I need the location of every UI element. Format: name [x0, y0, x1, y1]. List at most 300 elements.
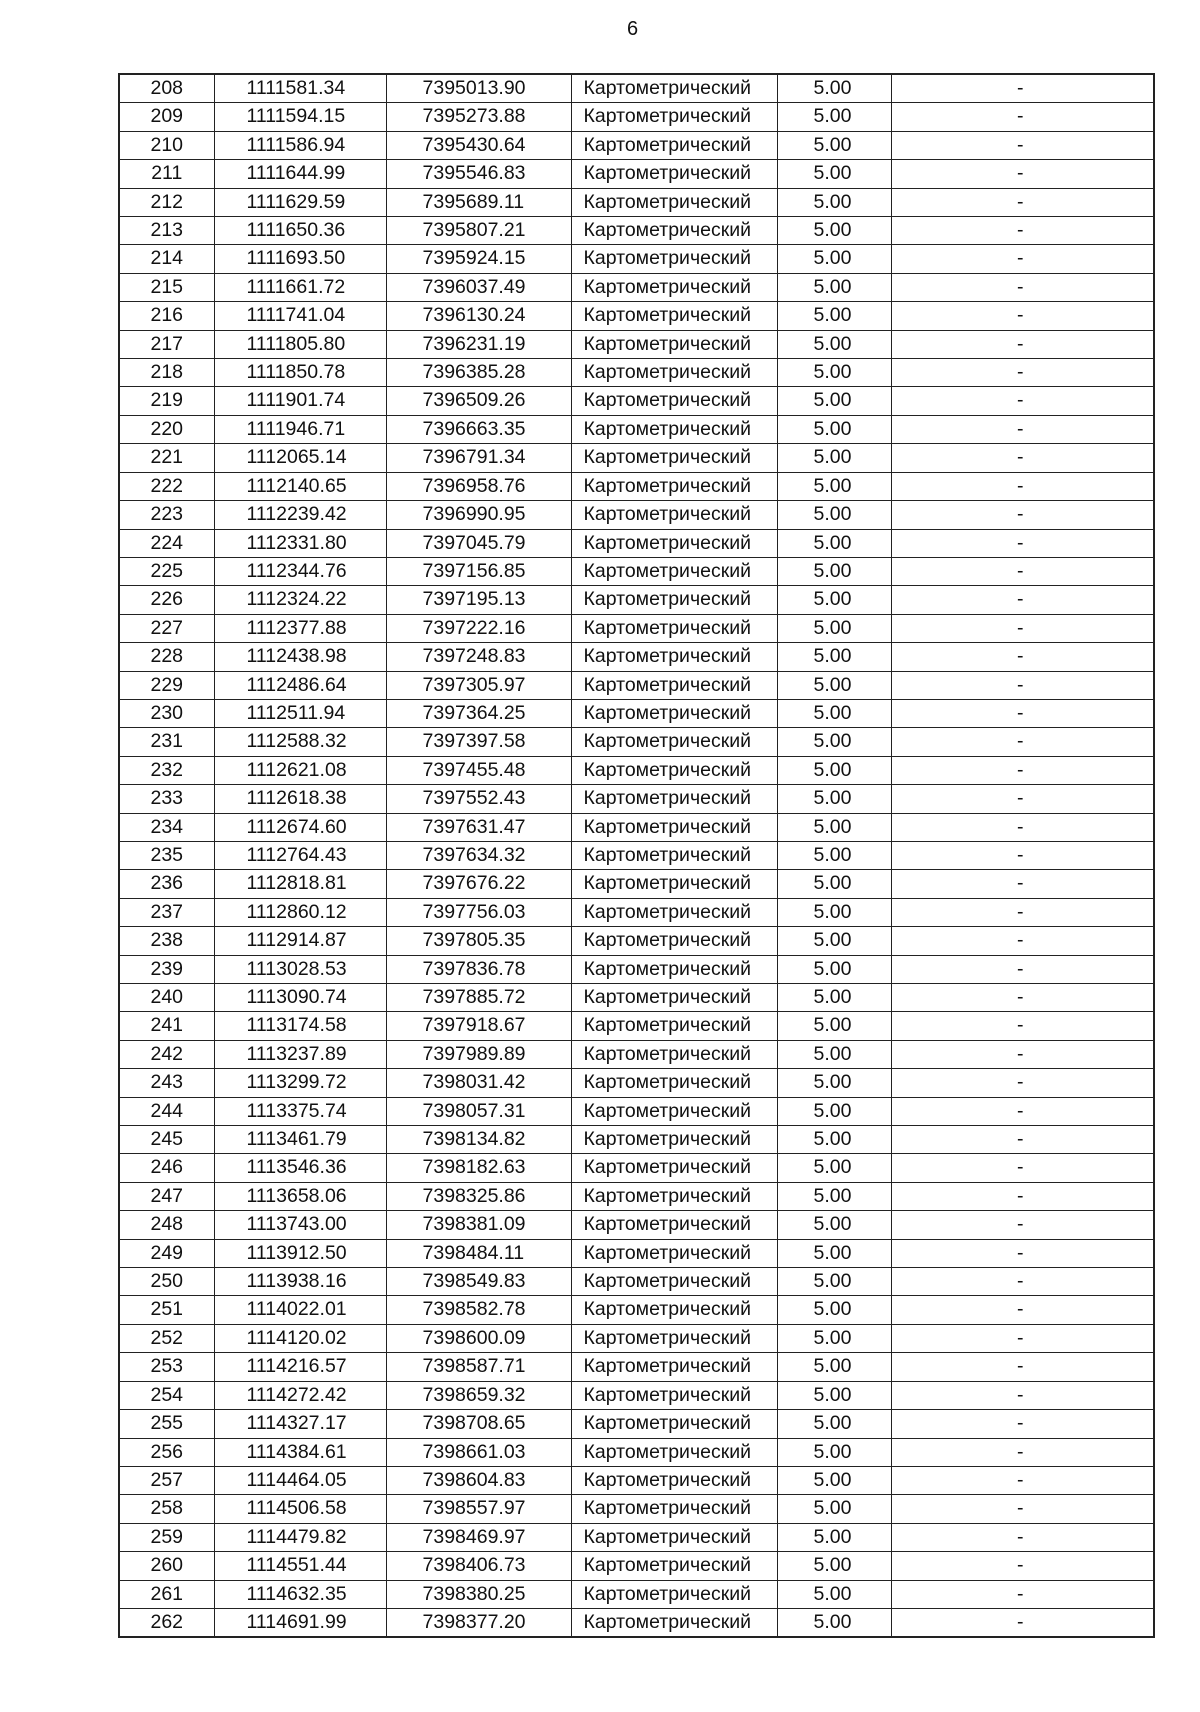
point-number-cell: 242: [119, 1040, 214, 1068]
y-coordinate-cell: 7396385.28: [386, 359, 571, 387]
point-number-cell: 214: [119, 245, 214, 273]
method-cell: Картометрический: [571, 728, 777, 756]
table-row: [119, 1438, 1154, 1466]
accuracy-cell: 5.00: [777, 1211, 891, 1239]
point-number-cell: 219: [119, 387, 214, 415]
method-cell: Картометрический: [571, 841, 777, 869]
x-coordinate-cell: 1112377.88: [214, 614, 386, 642]
x-coordinate-cell: 1114327.17: [214, 1410, 386, 1438]
table-row: [119, 671, 1154, 699]
note-cell: -: [891, 1608, 1154, 1637]
note-cell: -: [891, 302, 1154, 330]
note-cell: -: [891, 898, 1154, 926]
table-row: [119, 1182, 1154, 1210]
x-coordinate-cell: 1112324.22: [214, 586, 386, 614]
accuracy-cell: 5.00: [777, 472, 891, 500]
point-number-cell: 217: [119, 330, 214, 358]
y-coordinate-cell: 7396231.19: [386, 330, 571, 358]
method-cell: Картометрический: [571, 1410, 777, 1438]
y-coordinate-cell: 7397631.47: [386, 813, 571, 841]
y-coordinate-cell: 7398406.73: [386, 1552, 571, 1580]
x-coordinate-cell: 1113375.74: [214, 1097, 386, 1125]
point-number-cell: 235: [119, 841, 214, 869]
point-number-cell: 260: [119, 1552, 214, 1580]
table-row: [119, 1410, 1154, 1438]
table-row: [119, 1580, 1154, 1608]
y-coordinate-cell: 7398549.83: [386, 1268, 571, 1296]
table-row: [119, 898, 1154, 926]
table-row: [119, 614, 1154, 642]
accuracy-cell: 5.00: [777, 1552, 891, 1580]
y-coordinate-cell: 7398708.65: [386, 1410, 571, 1438]
point-number-cell: 241: [119, 1012, 214, 1040]
y-coordinate-cell: 7397885.72: [386, 984, 571, 1012]
method-cell: Картометрический: [571, 74, 777, 103]
y-coordinate-cell: 7397836.78: [386, 955, 571, 983]
y-coordinate-cell: 7397805.35: [386, 927, 571, 955]
method-cell: Картометрический: [571, 1353, 777, 1381]
y-coordinate-cell: 7396037.49: [386, 273, 571, 301]
y-coordinate-cell: 7396990.95: [386, 501, 571, 529]
y-coordinate-cell: 7397552.43: [386, 785, 571, 813]
point-number-cell: 232: [119, 756, 214, 784]
accuracy-cell: 5.00: [777, 785, 891, 813]
accuracy-cell: 5.00: [777, 1608, 891, 1637]
note-cell: -: [891, 387, 1154, 415]
method-cell: Картометрический: [571, 699, 777, 727]
x-coordinate-cell: 1112818.81: [214, 870, 386, 898]
note-cell: -: [891, 1381, 1154, 1409]
method-cell: Картометрический: [571, 1097, 777, 1125]
point-number-cell: 247: [119, 1182, 214, 1210]
x-coordinate-cell: 1114272.42: [214, 1381, 386, 1409]
note-cell: -: [891, 160, 1154, 188]
point-number-cell: 252: [119, 1324, 214, 1352]
x-coordinate-cell: 1112140.65: [214, 472, 386, 500]
table-row: [119, 728, 1154, 756]
accuracy-cell: 5.00: [777, 1296, 891, 1324]
accuracy-cell: 5.00: [777, 1523, 891, 1551]
x-coordinate-cell: 1113090.74: [214, 984, 386, 1012]
accuracy-cell: 5.00: [777, 302, 891, 330]
x-coordinate-cell: 1113546.36: [214, 1154, 386, 1182]
point-number-cell: 223: [119, 501, 214, 529]
y-coordinate-cell: 7398325.86: [386, 1182, 571, 1210]
accuracy-cell: 5.00: [777, 1580, 891, 1608]
point-number-cell: 236: [119, 870, 214, 898]
accuracy-cell: 5.00: [777, 841, 891, 869]
point-number-cell: 246: [119, 1154, 214, 1182]
method-cell: Картометрический: [571, 955, 777, 983]
accuracy-cell: 5.00: [777, 1069, 891, 1097]
method-cell: Картометрический: [571, 984, 777, 1012]
method-cell: Картометрический: [571, 302, 777, 330]
point-number-cell: 215: [119, 273, 214, 301]
table-row: [119, 160, 1154, 188]
x-coordinate-cell: 1114551.44: [214, 1552, 386, 1580]
table-row: [119, 1466, 1154, 1494]
accuracy-cell: 5.00: [777, 74, 891, 103]
y-coordinate-cell: 7397918.67: [386, 1012, 571, 1040]
method-cell: Картометрический: [571, 415, 777, 443]
coordinates-table-container: [118, 73, 1153, 1638]
note-cell: -: [891, 841, 1154, 869]
note-cell: -: [891, 1438, 1154, 1466]
y-coordinate-cell: 7398582.78: [386, 1296, 571, 1324]
y-coordinate-cell: 7397634.32: [386, 841, 571, 869]
x-coordinate-cell: 1114479.82: [214, 1523, 386, 1551]
point-number-cell: 257: [119, 1466, 214, 1494]
table-row: [119, 302, 1154, 330]
x-coordinate-cell: 1112914.87: [214, 927, 386, 955]
point-number-cell: 222: [119, 472, 214, 500]
method-cell: Картометрический: [571, 557, 777, 585]
accuracy-cell: 5.00: [777, 529, 891, 557]
y-coordinate-cell: 7398381.09: [386, 1211, 571, 1239]
x-coordinate-cell: 1114691.99: [214, 1608, 386, 1637]
y-coordinate-cell: 7396791.34: [386, 444, 571, 472]
x-coordinate-cell: 1113743.00: [214, 1211, 386, 1239]
y-coordinate-cell: 7397045.79: [386, 529, 571, 557]
note-cell: -: [891, 245, 1154, 273]
method-cell: Картометрический: [571, 1182, 777, 1210]
point-number-cell: 233: [119, 785, 214, 813]
method-cell: Картометрический: [571, 444, 777, 472]
x-coordinate-cell: 1112065.14: [214, 444, 386, 472]
point-number-cell: 248: [119, 1211, 214, 1239]
table-row: [119, 1495, 1154, 1523]
method-cell: Картометрический: [571, 359, 777, 387]
x-coordinate-cell: 1113028.53: [214, 955, 386, 983]
table-row: [119, 756, 1154, 784]
point-number-cell: 212: [119, 188, 214, 216]
accuracy-cell: 5.00: [777, 1268, 891, 1296]
note-cell: -: [891, 359, 1154, 387]
y-coordinate-cell: 7398031.42: [386, 1069, 571, 1097]
accuracy-cell: 5.00: [777, 188, 891, 216]
y-coordinate-cell: 7396663.35: [386, 415, 571, 443]
note-cell: -: [891, 103, 1154, 131]
note-cell: -: [891, 614, 1154, 642]
table-row: [119, 1211, 1154, 1239]
method-cell: Картометрический: [571, 103, 777, 131]
x-coordinate-cell: 1111581.34: [214, 74, 386, 103]
x-coordinate-cell: 1114506.58: [214, 1495, 386, 1523]
method-cell: Картометрический: [571, 586, 777, 614]
method-cell: Картометрический: [571, 1239, 777, 1267]
x-coordinate-cell: 1113237.89: [214, 1040, 386, 1068]
accuracy-cell: 5.00: [777, 1466, 891, 1494]
method-cell: Картометрический: [571, 1580, 777, 1608]
y-coordinate-cell: 7395924.15: [386, 245, 571, 273]
x-coordinate-cell: 1111594.15: [214, 103, 386, 131]
accuracy-cell: 5.00: [777, 1126, 891, 1154]
method-cell: Картометрический: [571, 1040, 777, 1068]
y-coordinate-cell: 7398557.97: [386, 1495, 571, 1523]
x-coordinate-cell: 1114120.02: [214, 1324, 386, 1352]
table-row: [119, 955, 1154, 983]
accuracy-cell: 5.00: [777, 870, 891, 898]
table-row: [119, 444, 1154, 472]
x-coordinate-cell: 1113174.58: [214, 1012, 386, 1040]
x-coordinate-cell: 1111946.71: [214, 415, 386, 443]
point-number-cell: 211: [119, 160, 214, 188]
accuracy-cell: 5.00: [777, 1495, 891, 1523]
method-cell: Картометрический: [571, 529, 777, 557]
method-cell: Картометрический: [571, 160, 777, 188]
accuracy-cell: 5.00: [777, 955, 891, 983]
point-number-cell: 245: [119, 1126, 214, 1154]
y-coordinate-cell: 7395430.64: [386, 131, 571, 159]
x-coordinate-cell: 1113461.79: [214, 1126, 386, 1154]
method-cell: Картометрический: [571, 273, 777, 301]
note-cell: -: [891, 699, 1154, 727]
x-coordinate-cell: 1111693.50: [214, 245, 386, 273]
x-coordinate-cell: 1111741.04: [214, 302, 386, 330]
point-number-cell: 238: [119, 927, 214, 955]
table-row: [119, 359, 1154, 387]
point-number-cell: 209: [119, 103, 214, 131]
point-number-cell: 213: [119, 217, 214, 245]
accuracy-cell: 5.00: [777, 415, 891, 443]
method-cell: Картометрический: [571, 1296, 777, 1324]
x-coordinate-cell: 1112618.38: [214, 785, 386, 813]
point-number-cell: 254: [119, 1381, 214, 1409]
x-coordinate-cell: 1112239.42: [214, 501, 386, 529]
point-number-cell: 258: [119, 1495, 214, 1523]
table-row: [119, 387, 1154, 415]
x-coordinate-cell: 1111644.99: [214, 160, 386, 188]
table-row: [119, 785, 1154, 813]
x-coordinate-cell: 1113938.16: [214, 1268, 386, 1296]
table-row: [119, 984, 1154, 1012]
x-coordinate-cell: 1111629.59: [214, 188, 386, 216]
y-coordinate-cell: 7397397.58: [386, 728, 571, 756]
accuracy-cell: 5.00: [777, 103, 891, 131]
method-cell: Картометрический: [571, 217, 777, 245]
x-coordinate-cell: 1112344.76: [214, 557, 386, 585]
y-coordinate-cell: 7398469.97: [386, 1523, 571, 1551]
note-cell: -: [891, 1069, 1154, 1097]
table-row: [119, 1608, 1154, 1637]
point-number-cell: 239: [119, 955, 214, 983]
table-row: [119, 1040, 1154, 1068]
y-coordinate-cell: 7398484.11: [386, 1239, 571, 1267]
point-number-cell: 231: [119, 728, 214, 756]
point-number-cell: 221: [119, 444, 214, 472]
accuracy-cell: 5.00: [777, 813, 891, 841]
note-cell: -: [891, 984, 1154, 1012]
note-cell: -: [891, 1296, 1154, 1324]
note-cell: -: [891, 927, 1154, 955]
note-cell: -: [891, 1552, 1154, 1580]
method-cell: Картометрический: [571, 898, 777, 926]
x-coordinate-cell: 1111805.80: [214, 330, 386, 358]
point-number-cell: 234: [119, 813, 214, 841]
table-row: [119, 103, 1154, 131]
accuracy-cell: 5.00: [777, 1381, 891, 1409]
point-number-cell: 261: [119, 1580, 214, 1608]
table-row: [119, 927, 1154, 955]
table-row: [119, 330, 1154, 358]
accuracy-cell: 5.00: [777, 1097, 891, 1125]
y-coordinate-cell: 7396958.76: [386, 472, 571, 500]
x-coordinate-cell: 1114464.05: [214, 1466, 386, 1494]
accuracy-cell: 5.00: [777, 273, 891, 301]
point-number-cell: 240: [119, 984, 214, 1012]
method-cell: Картометрический: [571, 1466, 777, 1494]
note-cell: -: [891, 1182, 1154, 1210]
y-coordinate-cell: 7397676.22: [386, 870, 571, 898]
method-cell: Картометрический: [571, 1154, 777, 1182]
method-cell: Картометрический: [571, 1069, 777, 1097]
y-coordinate-cell: 7398587.71: [386, 1353, 571, 1381]
x-coordinate-cell: 1113912.50: [214, 1239, 386, 1267]
table-row: [119, 1239, 1154, 1267]
y-coordinate-cell: 7397248.83: [386, 643, 571, 671]
x-coordinate-cell: 1112764.43: [214, 841, 386, 869]
note-cell: -: [891, 1154, 1154, 1182]
point-number-cell: 216: [119, 302, 214, 330]
point-number-cell: 218: [119, 359, 214, 387]
point-number-cell: 256: [119, 1438, 214, 1466]
y-coordinate-cell: 7398380.25: [386, 1580, 571, 1608]
table-row: [119, 1381, 1154, 1409]
note-cell: -: [891, 472, 1154, 500]
accuracy-cell: 5.00: [777, 1353, 891, 1381]
x-coordinate-cell: 1112674.60: [214, 813, 386, 841]
note-cell: -: [891, 1097, 1154, 1125]
accuracy-cell: 5.00: [777, 756, 891, 784]
y-coordinate-cell: 7395807.21: [386, 217, 571, 245]
table-row: [119, 643, 1154, 671]
x-coordinate-cell: 1111650.36: [214, 217, 386, 245]
note-cell: -: [891, 529, 1154, 557]
table-row: [119, 273, 1154, 301]
y-coordinate-cell: 7398134.82: [386, 1126, 571, 1154]
note-cell: -: [891, 330, 1154, 358]
y-coordinate-cell: 7397756.03: [386, 898, 571, 926]
table-row: [119, 74, 1154, 103]
method-cell: Картометрический: [571, 1438, 777, 1466]
accuracy-cell: 5.00: [777, 1154, 891, 1182]
point-number-cell: 228: [119, 643, 214, 671]
accuracy-cell: 5.00: [777, 131, 891, 159]
note-cell: -: [891, 1523, 1154, 1551]
x-coordinate-cell: 1112588.32: [214, 728, 386, 756]
note-cell: -: [891, 1211, 1154, 1239]
point-number-cell: 208: [119, 74, 214, 103]
y-coordinate-cell: 7397305.97: [386, 671, 571, 699]
accuracy-cell: 5.00: [777, 217, 891, 245]
note-cell: -: [891, 1268, 1154, 1296]
note-cell: -: [891, 955, 1154, 983]
x-coordinate-cell: 1112486.64: [214, 671, 386, 699]
accuracy-cell: 5.00: [777, 1438, 891, 1466]
table-row: [119, 245, 1154, 273]
y-coordinate-cell: 7398659.32: [386, 1381, 571, 1409]
method-cell: Картометрический: [571, 614, 777, 642]
accuracy-cell: 5.00: [777, 586, 891, 614]
y-coordinate-cell: 7397195.13: [386, 586, 571, 614]
point-number-cell: 262: [119, 1608, 214, 1637]
y-coordinate-cell: 7396509.26: [386, 387, 571, 415]
method-cell: Картометрический: [571, 1012, 777, 1040]
method-cell: Картометрический: [571, 1523, 777, 1551]
x-coordinate-cell: 1114216.57: [214, 1353, 386, 1381]
method-cell: Картометрический: [571, 387, 777, 415]
note-cell: -: [891, 756, 1154, 784]
accuracy-cell: 5.00: [777, 1324, 891, 1352]
method-cell: Картометрический: [571, 131, 777, 159]
coordinates-table: [118, 73, 1155, 1638]
note-cell: -: [891, 1580, 1154, 1608]
x-coordinate-cell: 1112511.94: [214, 699, 386, 727]
coordinates-table-body: [119, 74, 1154, 1637]
table-row: [119, 813, 1154, 841]
method-cell: Картометрический: [571, 785, 777, 813]
x-coordinate-cell: 1112621.08: [214, 756, 386, 784]
point-number-cell: 230: [119, 699, 214, 727]
table-row: [119, 699, 1154, 727]
x-coordinate-cell: 1113658.06: [214, 1182, 386, 1210]
table-row: [119, 1552, 1154, 1580]
accuracy-cell: 5.00: [777, 330, 891, 358]
method-cell: Картометрический: [571, 501, 777, 529]
point-number-cell: 259: [119, 1523, 214, 1551]
note-cell: -: [891, 813, 1154, 841]
y-coordinate-cell: 7397364.25: [386, 699, 571, 727]
point-number-cell: 237: [119, 898, 214, 926]
y-coordinate-cell: 7395689.11: [386, 188, 571, 216]
accuracy-cell: 5.00: [777, 927, 891, 955]
method-cell: Картометрический: [571, 1268, 777, 1296]
table-row: [119, 1268, 1154, 1296]
x-coordinate-cell: 1111661.72: [214, 273, 386, 301]
method-cell: Картометрический: [571, 1324, 777, 1352]
y-coordinate-cell: 7397989.89: [386, 1040, 571, 1068]
method-cell: Картометрический: [571, 643, 777, 671]
point-number-cell: 229: [119, 671, 214, 699]
note-cell: -: [891, 643, 1154, 671]
accuracy-cell: 5.00: [777, 1040, 891, 1068]
y-coordinate-cell: 7395273.88: [386, 103, 571, 131]
method-cell: Картометрический: [571, 1608, 777, 1637]
x-coordinate-cell: 1112331.80: [214, 529, 386, 557]
note-cell: -: [891, 415, 1154, 443]
method-cell: Картометрический: [571, 671, 777, 699]
note-cell: -: [891, 728, 1154, 756]
point-number-cell: 220: [119, 415, 214, 443]
accuracy-cell: 5.00: [777, 444, 891, 472]
accuracy-cell: 5.00: [777, 387, 891, 415]
accuracy-cell: 5.00: [777, 643, 891, 671]
x-coordinate-cell: 1111586.94: [214, 131, 386, 159]
y-coordinate-cell: 7398057.31: [386, 1097, 571, 1125]
note-cell: -: [891, 1466, 1154, 1494]
y-coordinate-cell: 7397222.16: [386, 614, 571, 642]
accuracy-cell: 5.00: [777, 1239, 891, 1267]
x-coordinate-cell: 1114632.35: [214, 1580, 386, 1608]
point-number-cell: 226: [119, 586, 214, 614]
accuracy-cell: 5.00: [777, 984, 891, 1012]
method-cell: Картометрический: [571, 188, 777, 216]
x-coordinate-cell: 1111901.74: [214, 387, 386, 415]
point-number-cell: 244: [119, 1097, 214, 1125]
point-number-cell: 210: [119, 131, 214, 159]
method-cell: Картометрический: [571, 756, 777, 784]
method-cell: Картометрический: [571, 245, 777, 273]
